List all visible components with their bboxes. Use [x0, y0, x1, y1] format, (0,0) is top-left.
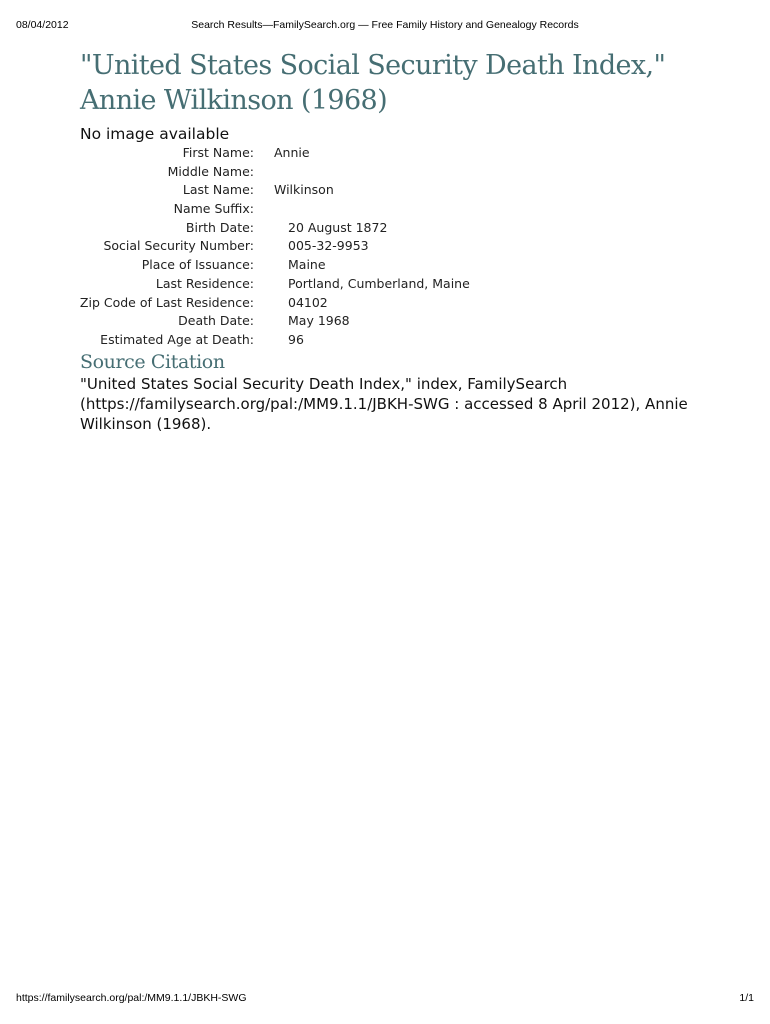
record-title: "United States Social Security Death Index," Annie Wilkinson (1968) [80, 50, 666, 116]
page-url: https://familysearch.org/pal:/MM9.1.1/JBKH-SWG [16, 992, 247, 1004]
field-value: 04102 [288, 294, 328, 310]
field-row-zip-code [80, 294, 720, 313]
field-row-place-of-issuance [80, 256, 720, 275]
print-date: 08/04/2012 [16, 19, 69, 31]
field-row-first-name [80, 144, 720, 163]
field-value: May 1968 [288, 313, 350, 329]
field-row-death-date [80, 312, 720, 331]
print-footer [16, 992, 754, 1006]
field-row-last-name [80, 181, 720, 200]
field-value: Annie [274, 145, 310, 160]
field-label: Place of Issuance: [141, 257, 254, 273]
field-row-middle-name [80, 163, 720, 182]
field-row-name-suffix [80, 200, 720, 219]
source-citation-heading: Source Citation [80, 350, 225, 373]
field-row-birth-date [80, 219, 720, 238]
field-label: Last Name: [182, 182, 254, 198]
field-label: Name Suffix: [173, 201, 254, 217]
field-label: Estimated Age at Death: [100, 331, 254, 347]
field-label: Social Security Number: [103, 238, 254, 254]
field-row-estimated-age [80, 331, 720, 350]
page-number: 1/1 [739, 992, 754, 1004]
document-title: Search Results—FamilySearch.org — Free Family History and Genealogy Records [191, 19, 579, 31]
field-label: Middle Name: [167, 163, 254, 179]
field-label: Last Residence: [155, 275, 254, 291]
record-field-list [80, 144, 720, 350]
field-value: Wilkinson [274, 182, 334, 198]
field-row-ssn [80, 237, 720, 256]
field-value: 20 August 1872 [288, 219, 388, 235]
field-value: 005-32-9953 [288, 238, 369, 254]
no-image-notice: No image available [80, 125, 230, 143]
field-value: Portland, Cumberland, Maine [288, 275, 470, 291]
field-label: Birth Date: [185, 219, 254, 235]
field-label: Death Date: [178, 313, 254, 329]
record-content [80, 48, 720, 434]
field-value: Maine [288, 257, 326, 273]
field-row-last-residence [80, 275, 720, 294]
source-citation-text: "United States Social Security Death Index," index, FamilySearch (https://familysearch.org/pal:/MM9.1.1/JBKH-SWG : accessed 8 April 2012), Annie Wilkinson (1968). [80, 374, 688, 434]
field-value: 96 [288, 331, 304, 347]
print-header [16, 19, 754, 33]
field-label: First Name: [182, 145, 254, 160]
field-label: Zip Code of Last Residence: [79, 294, 254, 310]
